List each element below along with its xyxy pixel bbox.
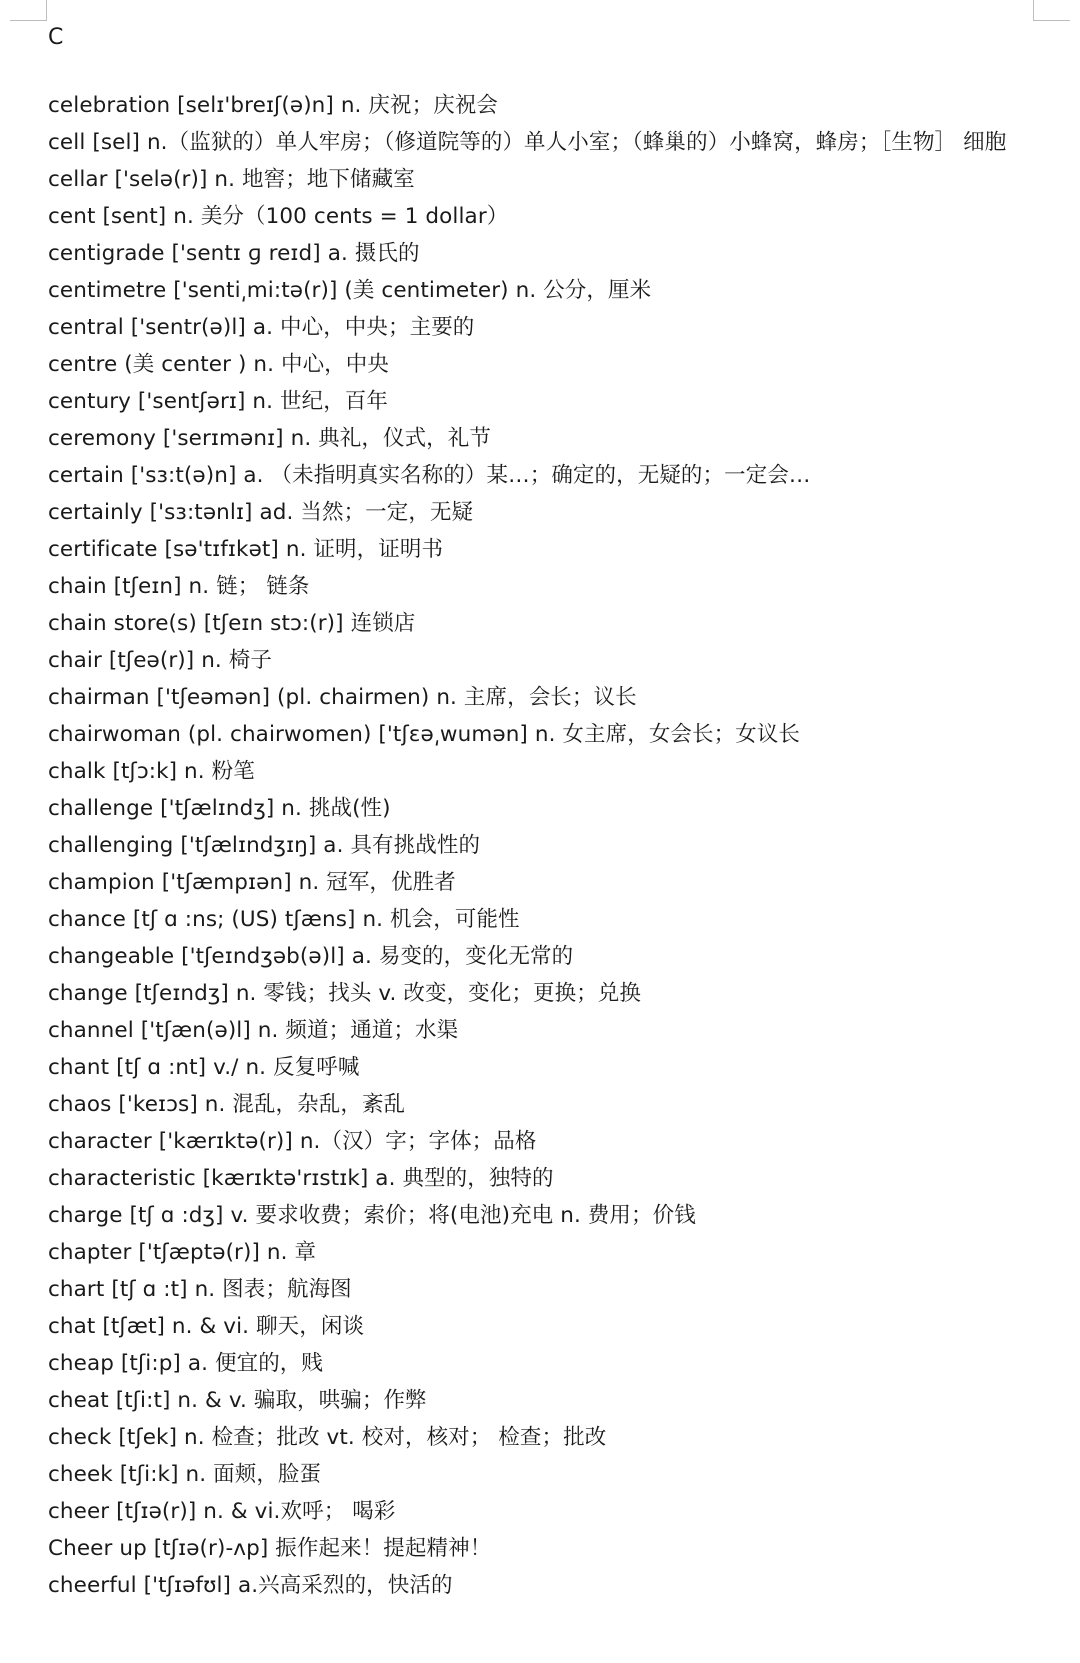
vocabulary-entry: challenge ['tʃælɪndʒ] n. 挑战(性) [48, 796, 391, 821]
document-body [48, 22, 1048, 1604]
vocabulary-entry: cellar ['selə(r)] n. 地窖；地下储藏室 [48, 167, 415, 192]
vocabulary-entry: chair [tʃeə(r)] n. 椅子 [48, 648, 272, 673]
vocabulary-entry: channel ['tʃæn(ə)l] n. 频道；通道；水渠 [48, 1018, 459, 1043]
vocabulary-entry: character ['kærɪktə(r)] n.（汉）字；字体；品格 [48, 1129, 537, 1154]
vocabulary-entry: cell [sel] n.（监狱的）单人牢房；（修道院等的）单人小室；（蜂巢的）小蜂窝，蜂房；［生物］ 细胞 [48, 130, 1007, 155]
vocabulary-entry: Cheer up [tʃɪə(r)-ʌp] 振作起来！提起精神！ [48, 1536, 492, 1561]
vocabulary-entry: cheap [tʃi:p] a. 便宜的，贱 [48, 1351, 324, 1376]
vocabulary-entry: challenging ['tʃælɪndʒɪŋ] a. 具有挑战性的 [48, 833, 481, 858]
vocabulary-entry: chalk [tʃɔ:k] n. 粉笔 [48, 759, 255, 784]
section-heading-letter: C [48, 25, 64, 50]
vocabulary-entry: centre (美 center ) n. 中心，中央 [48, 352, 389, 377]
vocabulary-entry: cheerful ['tʃɪəfʊl] a.兴高采烈的，快活的 [48, 1573, 453, 1598]
vocabulary-entry: cheek [tʃi:k] n. 面颊，脸蛋 [48, 1462, 322, 1487]
vocabulary-entry: ceremony ['serɪmənɪ] n. 典礼，仪式，礼节 [48, 426, 491, 451]
vocabulary-entry: champion ['tʃæmpɪən] n. 冠军，优胜者 [48, 870, 456, 895]
vocabulary-entry: certainly ['sɜ:tənlɪ] ad. 当然；一定，无疑 [48, 500, 474, 525]
vocabulary-entry: centigrade ['sentɪ ɡ reɪd] a. 摄氏的 [48, 241, 420, 266]
vocabulary-entry: chairwoman (pl. chairwomen) ['tʃɛə͵wumən] n. 女主席，女会长；女议长 [48, 722, 801, 747]
vocabulary-entry: cheer [tʃɪə(r)] n. & vi.欢呼； 喝彩 [48, 1499, 396, 1524]
page-corner-mark-left [10, 0, 47, 21]
vocabulary-entry: centimetre ['senti͵mi:tə(r)] (美 centimeter) n. 公分，厘米 [48, 278, 652, 303]
vocabulary-entry: certificate [sə'tɪfɪkət] n. 证明，证明书 [48, 537, 444, 562]
vocabulary-entry: century ['sentʃərɪ] n. 世纪，百年 [48, 389, 389, 414]
vocabulary-entry: chaos ['keɪɔs] n. 混乱，杂乱，紊乱 [48, 1092, 406, 1117]
vocabulary-entry: check [tʃek] n. 检查；批改 vt. 校对，核对； 检查；批改 [48, 1425, 607, 1450]
vocabulary-list [48, 87, 1048, 1604]
vocabulary-entry: chart [tʃ ɑ :t] n. 图表；航海图 [48, 1277, 352, 1302]
vocabulary-entry: characteristic [kærɪktə'rɪstɪk] a. 典型的，独特的 [48, 1166, 554, 1191]
vocabulary-entry: change [tʃeɪndʒ] n. 零钱；找头 v. 改变，变化；更换；兑换 [48, 981, 641, 1006]
vocabulary-entry: celebration [selɪ'breɪʃ(ə)n] n. 庆祝；庆祝会 [48, 93, 499, 118]
vocabulary-entry: central ['sentr(ə)l] a. 中心，中央；主要的 [48, 315, 475, 340]
vocabulary-entry: chat [tʃæt] n. & vi. 聊天，闲谈 [48, 1314, 365, 1339]
vocabulary-entry: chairman ['tʃeəmən] (pl. chairmen) n. 主席，会长；议长 [48, 685, 637, 710]
vocabulary-entry: cheat [tʃi:t] n. & v. 骗取，哄骗；作弊 [48, 1388, 427, 1413]
vocabulary-entry: certain ['sɜ:t(ə)n] a. （未指明真实名称的）某…；确定的，无疑的；一定会… [48, 463, 811, 488]
vocabulary-entry: chant [tʃ ɑ :nt] v./ n. 反复呼喊 [48, 1055, 360, 1080]
vocabulary-entry: chain [tʃeɪn] n. 链； 链条 [48, 574, 310, 599]
vocabulary-entry: charge [tʃ ɑ :dʒ] v. 要求收费；索价；将(电池)充电 n. 费用；价钱 [48, 1203, 696, 1228]
vocabulary-entry: changeable ['tʃeɪndʒəb(ə)l] a. 易变的，变化无常的 [48, 944, 574, 969]
vocabulary-entry: chance [tʃ ɑ :ns; (US) tʃæns] n. 机会，可能性 [48, 907, 520, 932]
vocabulary-entry: cent [sent] n. 美分（100 cents = 1 dollar） [48, 204, 509, 229]
page-corner-mark-right [1033, 0, 1070, 21]
vocabulary-entry: chain store(s) [tʃeɪn stɔ:(r)] 连锁店 [48, 611, 416, 636]
vocabulary-entry: chapter ['tʃæptə(r)] n. 章 [48, 1240, 317, 1265]
